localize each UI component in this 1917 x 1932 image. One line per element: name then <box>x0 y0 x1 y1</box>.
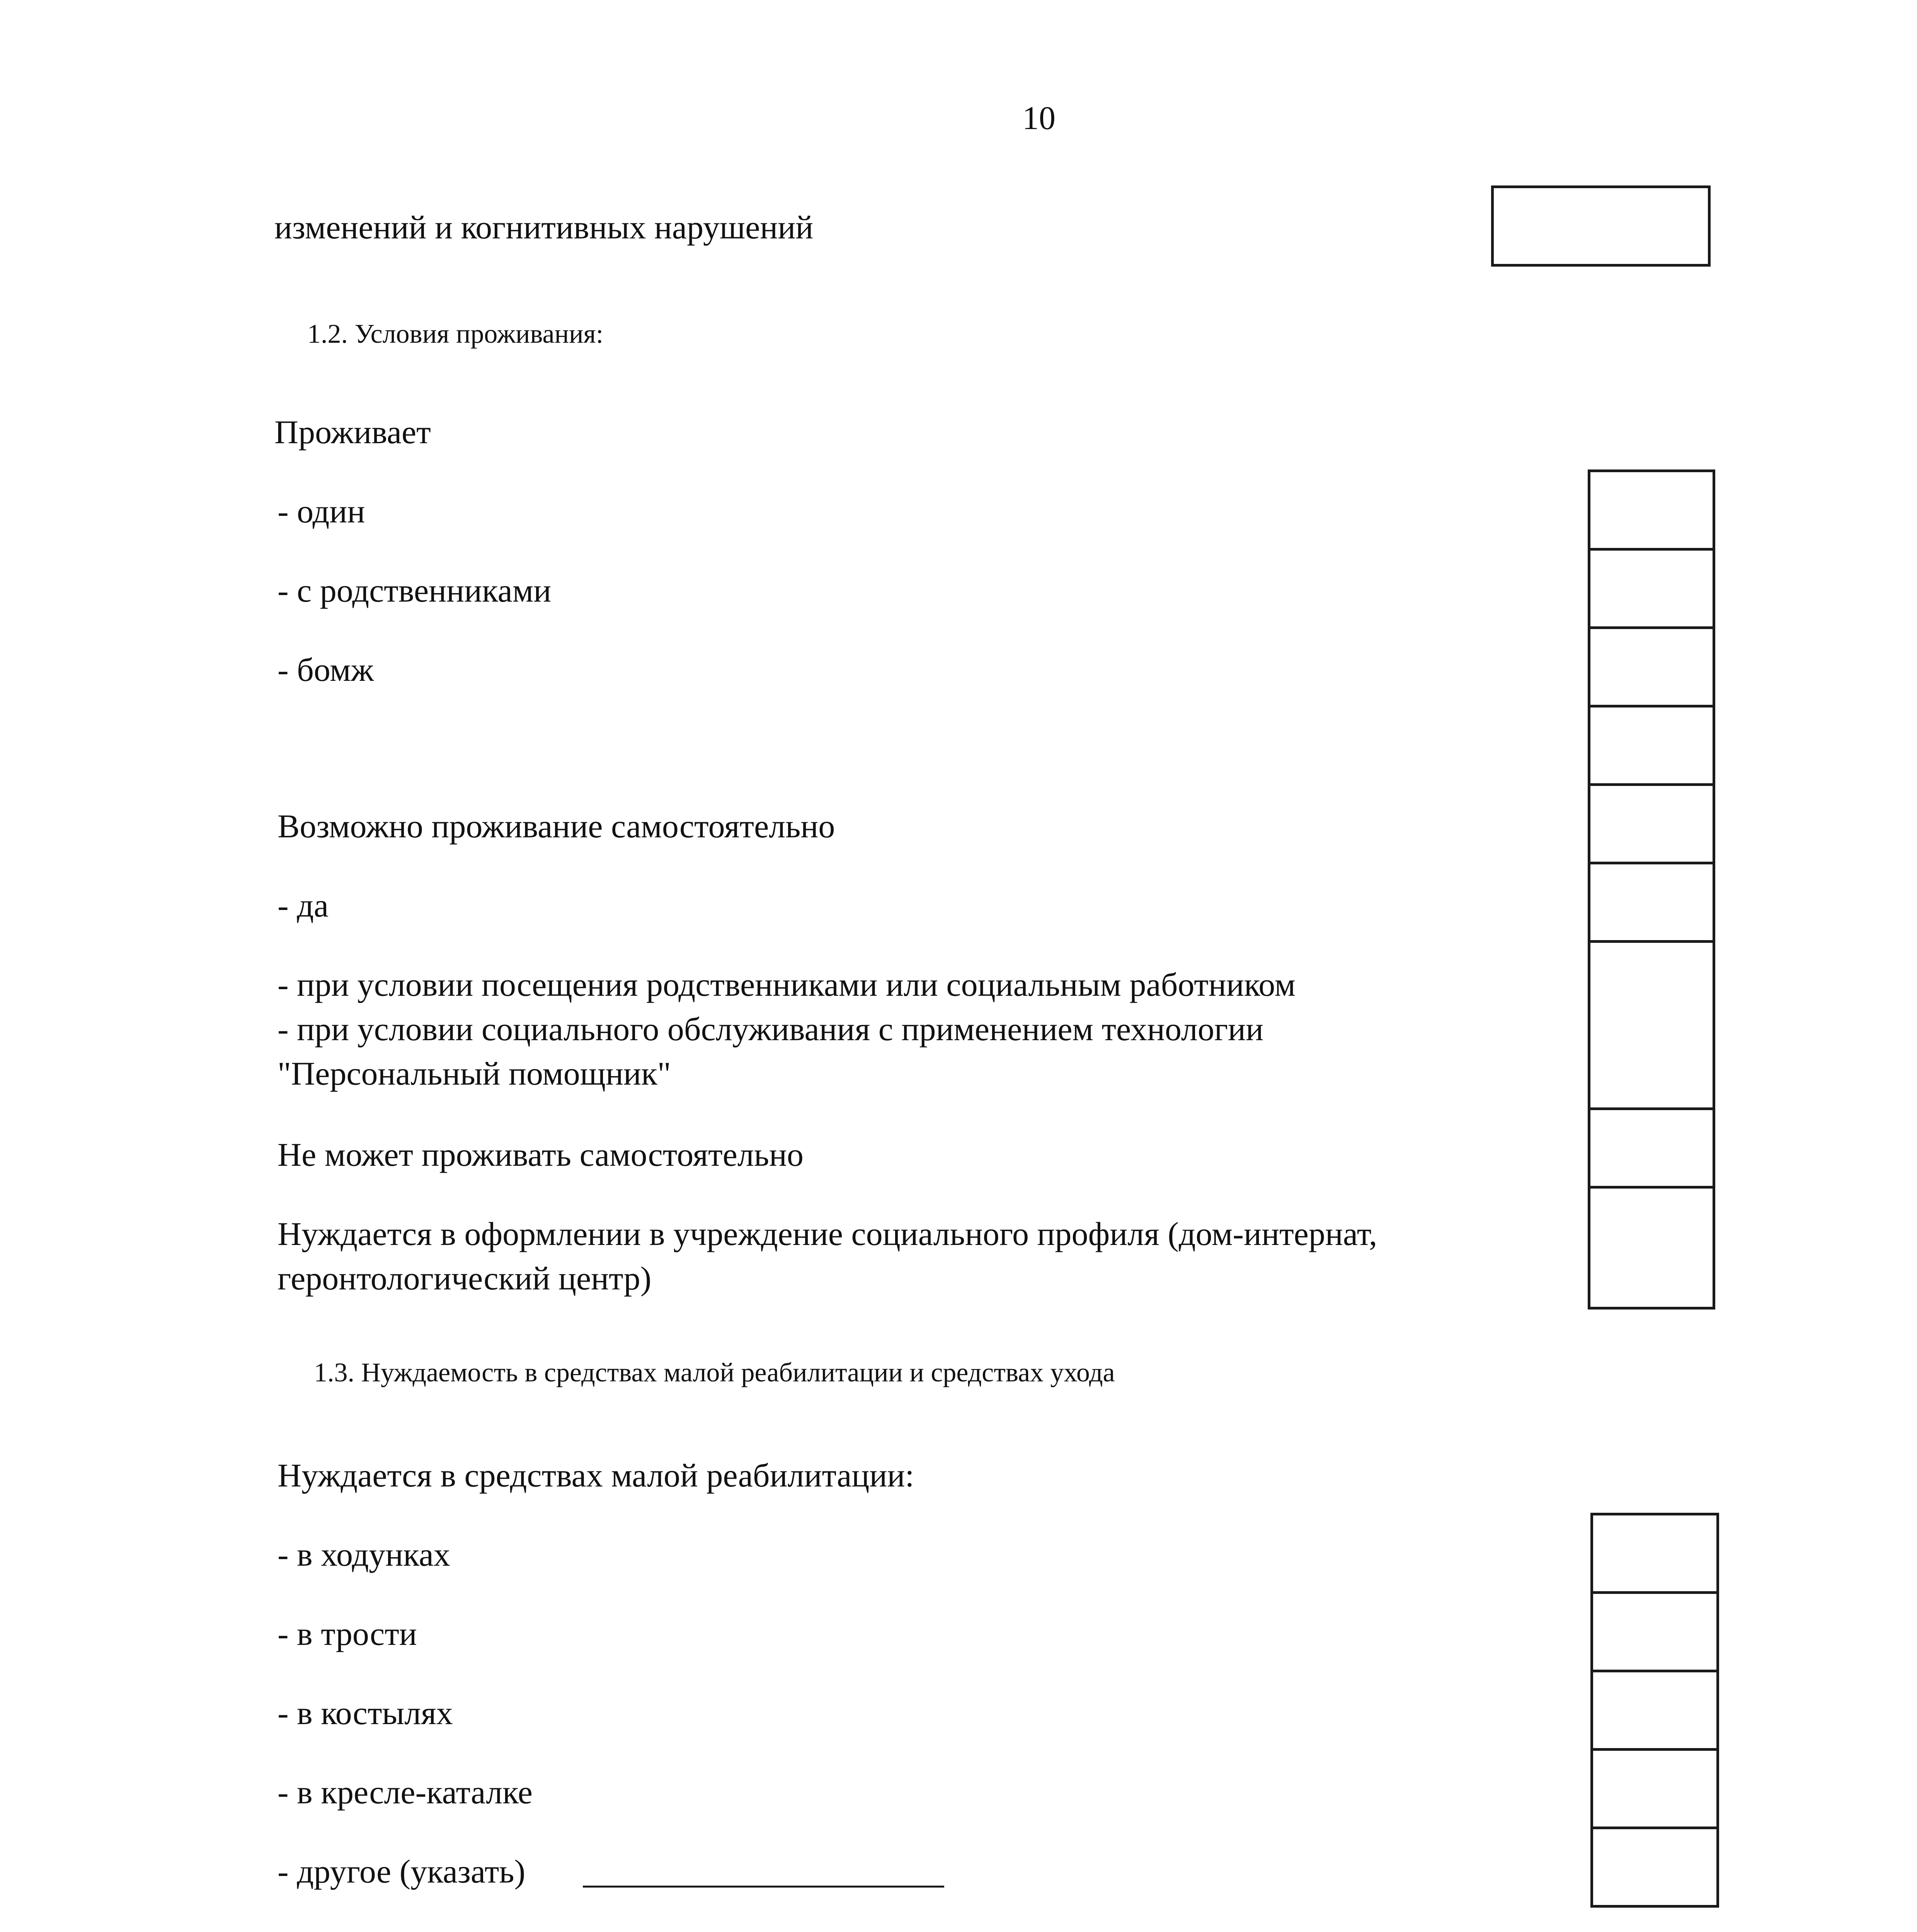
section-heading-rehab: 1.3. Нуждаемость в средствах малой реабилитации и средствах ухода <box>314 1358 1115 1388</box>
independent-label: Возможно проживание самостоятельно <box>278 808 835 845</box>
option-alone: - один <box>278 493 365 530</box>
option-cannot-live-alone: Не может проживать самостоятельно <box>278 1136 804 1173</box>
option-institution-line1: Нуждается в оформлении в учреждение социального профиля (дом-интернат, <box>278 1215 1377 1252</box>
lives-label: Проживает <box>274 413 431 451</box>
option-walkers: - в ходунках <box>278 1536 450 1573</box>
option-crutches: - в костылях <box>278 1694 453 1731</box>
option-rehab-other: - другое (указать) <box>278 1853 526 1890</box>
continuation-text: изменений и когнитивных нарушений <box>274 209 814 246</box>
checkbox-institution[interactable] <box>1588 1186 1715 1310</box>
checkbox-rehab-other[interactable] <box>1590 1827 1719 1908</box>
option-cane: - в трости <box>278 1615 417 1652</box>
option-with-visits: - при условии посещения родственниками или социальным работником <box>278 966 1296 1003</box>
checkbox-with-visits[interactable] <box>1588 940 1715 1110</box>
checkbox-independent[interactable] <box>1588 783 1715 864</box>
option-personal-assistant-line2: "Персональный помощник" <box>278 1055 671 1092</box>
option-relatives: - с родственниками <box>278 572 552 609</box>
checkbox-wheelchair[interactable] <box>1590 1748 1719 1829</box>
option-institution-line2: геронтологический центр) <box>278 1260 652 1297</box>
checkbox-homeless[interactable] <box>1588 705 1715 786</box>
checkbox-cognitive[interactable] <box>1491 185 1711 267</box>
option-yes: - да <box>278 887 329 924</box>
checkbox-alone[interactable] <box>1588 548 1715 629</box>
checkbox-cane[interactable] <box>1590 1591 1719 1672</box>
checkbox-walkers[interactable] <box>1590 1513 1719 1594</box>
rehab-other-input-line[interactable] <box>583 1886 944 1888</box>
checkbox-yes[interactable] <box>1588 862 1715 943</box>
section-heading-living: 1.2. Условия проживания: <box>307 319 604 349</box>
rehab-label: Нуждается в средствах малой реабилитации: <box>278 1457 914 1494</box>
checkbox-relatives[interactable] <box>1588 626 1715 707</box>
option-homeless: - бомж <box>278 651 374 688</box>
checkbox-crutches[interactable] <box>1590 1670 1719 1751</box>
option-personal-assistant-line1: - при условии социального обслуживания с применением технологии <box>278 1010 1264 1048</box>
option-wheelchair: - в кресле-каталке <box>278 1774 533 1811</box>
checkbox-lives-header[interactable] <box>1588 469 1715 551</box>
page-number: 10 <box>1022 99 1056 136</box>
checkbox-cannot-live-alone[interactable] <box>1588 1107 1715 1189</box>
